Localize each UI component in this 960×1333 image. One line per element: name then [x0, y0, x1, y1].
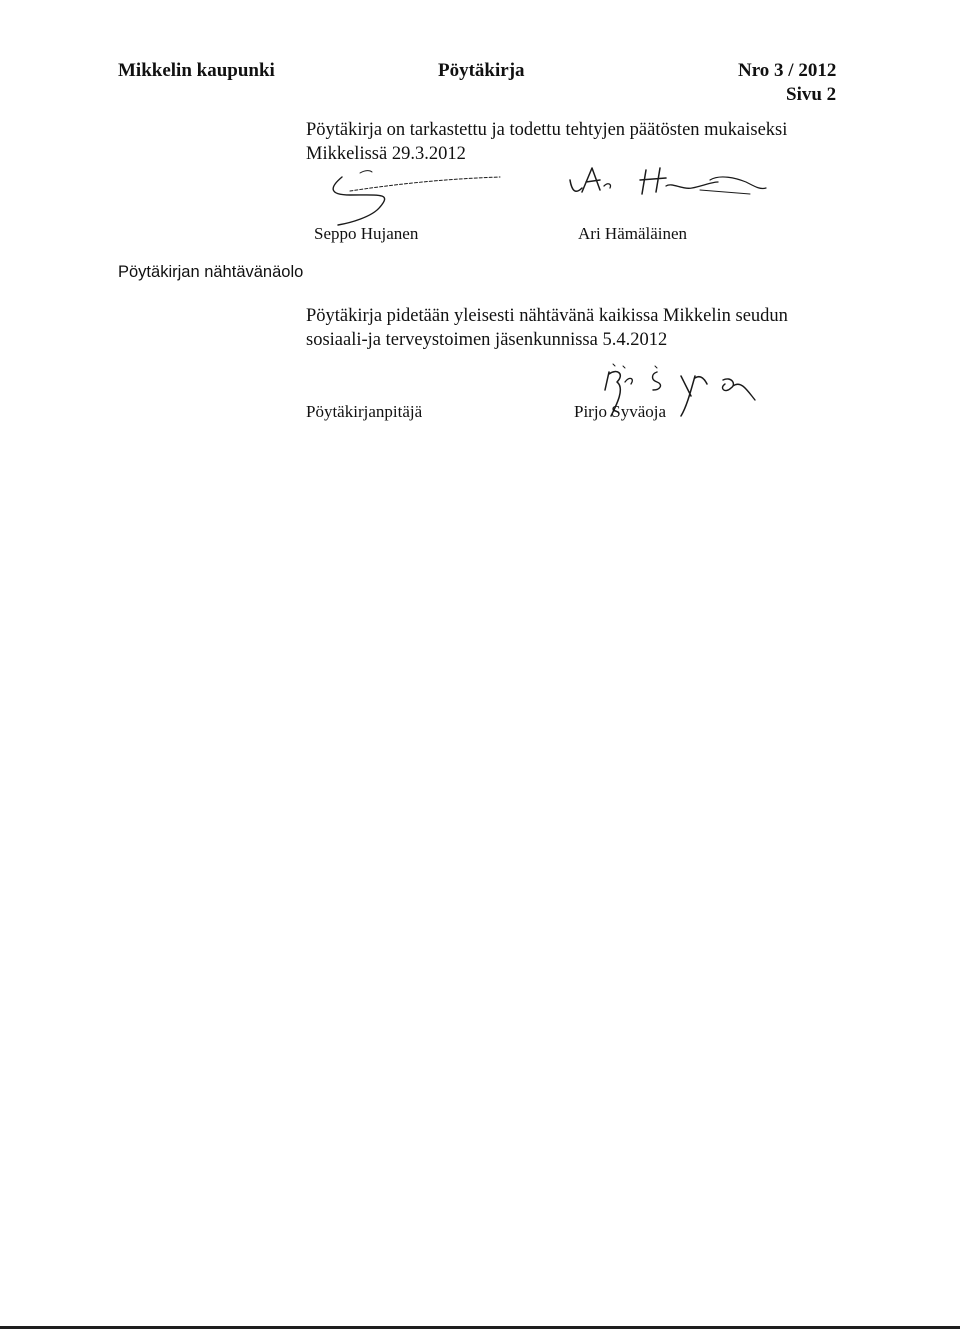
document-number: Nro 3 / 2012 [738, 60, 837, 81]
keeper-label: Pöytäkirjanpitäjä [306, 402, 423, 421]
page-number: Sivu 2 [786, 84, 837, 105]
organization-name: Mikkelin kaupunki [118, 60, 275, 81]
verification-text-line1: Pöytäkirja on tarkastettu ja todettu tehtyjen päätösten mukaiseksi [306, 120, 788, 140]
document-type: Pöytäkirja [438, 60, 525, 81]
display-text-line1: Pöytäkirja pidetään yleisesti nähtävänä kaikissa Mikkelin seudun [306, 306, 788, 326]
signer-name-ari: Ari Hämäläinen [578, 224, 688, 243]
page-bottom-edge [0, 1326, 960, 1329]
display-section-label: Pöytäkirjan nähtävänäolo [118, 263, 304, 281]
verification-text-line2: Mikkelissä 29.3.2012 [306, 144, 466, 164]
keeper-name: Pirjo Syväoja [574, 402, 667, 421]
signer-name-seppo: Seppo Hujanen [314, 224, 419, 243]
display-text-line2: sosiaali-ja terveystoimen jäsenkunnissa 5.4.2012 [306, 330, 668, 350]
signature-ari-hamalainen [560, 160, 780, 220]
